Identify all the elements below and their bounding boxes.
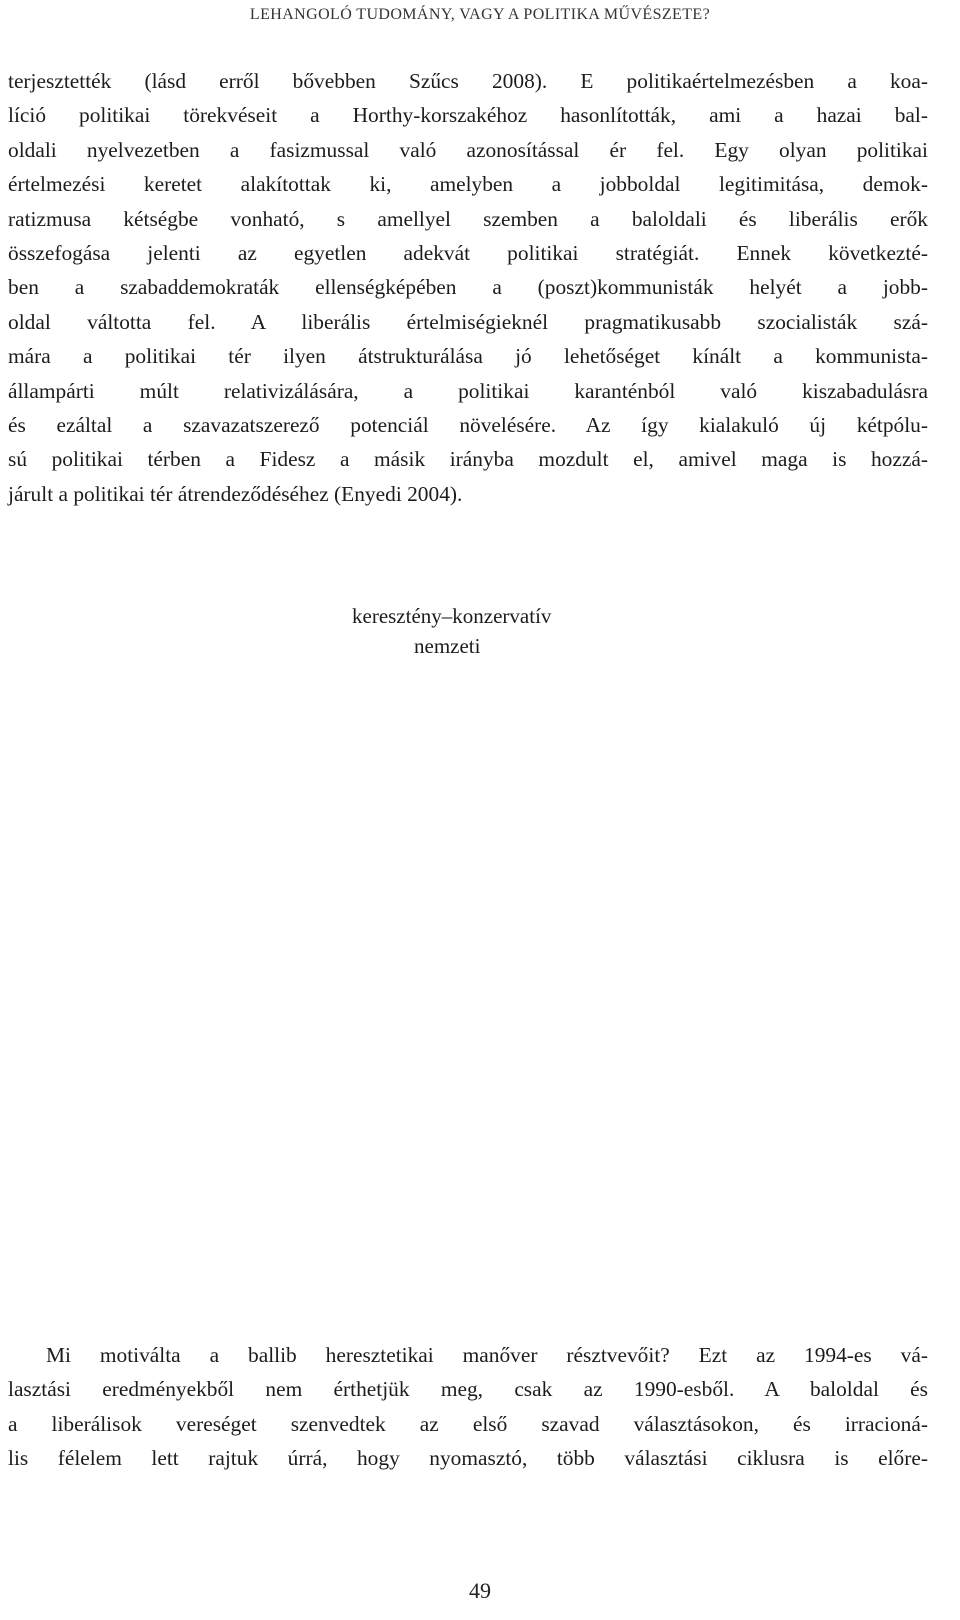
text-line: értelmezési keretet alakítottak ki, amelyben a jobboldal legitimitása, demok- bbox=[8, 172, 928, 197]
axis-label: keresztény–konzervatív bbox=[352, 604, 552, 628]
text-line: járult a politikai tér átrendeződéséhez (Enyedi 2004). bbox=[8, 481, 463, 506]
text-line: líció politikai törekvéseit a Horthy-korszakéhoz hasonlították, ami a hazai bal- bbox=[8, 103, 928, 128]
nemzeti-label: nemzeti bbox=[414, 634, 481, 658]
figure-area bbox=[0, 600, 960, 1300]
running-header: LEHANGOLÓ TUDOMÁNY, VAGY A POLITIKA MŰVÉSZETE? bbox=[249, 6, 711, 23]
text-line: sú politikai térben a Fidesz a másik irányba mozdult el, amivel maga is hozzá- bbox=[8, 447, 928, 472]
text-line: és ezáltal a szavazatszerező potenciál növelésére. Az így kialakuló új kétpólu- bbox=[8, 412, 928, 437]
text-line: ratizmusa kétségbe vonható, s amellyel szemben a baloldali és liberális erők bbox=[8, 206, 928, 231]
page-number: 49 bbox=[469, 1578, 491, 1603]
text-line: lasztási eredményekből nem érthetjük meg, csak az 1990-esből. A baloldal és bbox=[8, 1377, 928, 1402]
text-line: ben a szabaddemokraták ellenségképében a (poszt)kommunisták helyét a jobb- bbox=[8, 275, 928, 300]
text-line: mára a politikai tér ilyen átstrukturálása jó lehetőséget kínált a kommunista- bbox=[8, 344, 928, 369]
text-line: oldal váltotta fel. A liberális értelmiségieknél pragmatikusabb szocialisták szá- bbox=[8, 309, 928, 334]
text-line: terjesztették (lásd erről bővebben Szűcs 2008). E politikaértelmezésben a koa- bbox=[8, 69, 928, 93]
text-line: állampárti múlt relativizálására, a politikai karanténból való kiszabadulásra bbox=[8, 378, 928, 403]
text-line: oldali nyelvezetben a fasizmussal való azonosítással ér fel. Egy olyan politikai bbox=[8, 137, 928, 162]
text-line: lis félelem lett rajtuk úrrá, hogy nyomasztó, több választási ciklusra is előre- bbox=[8, 1446, 928, 1471]
text-line: a liberálisok vereséget szenvedtek az első szavad választásokon, és irracioná- bbox=[8, 1411, 928, 1436]
text-line: összefogása jelenti az egyetlen adekvát politikai stratégiát. Ennek következté- bbox=[8, 240, 928, 265]
paragraph-top bbox=[8, 64, 928, 511]
paragraph-bottom bbox=[8, 1338, 928, 1476]
text-line: Mi motiválta a ballib heresztetikai manőver résztvevőit? Ezt az 1994-es vá- bbox=[46, 1343, 928, 1367]
